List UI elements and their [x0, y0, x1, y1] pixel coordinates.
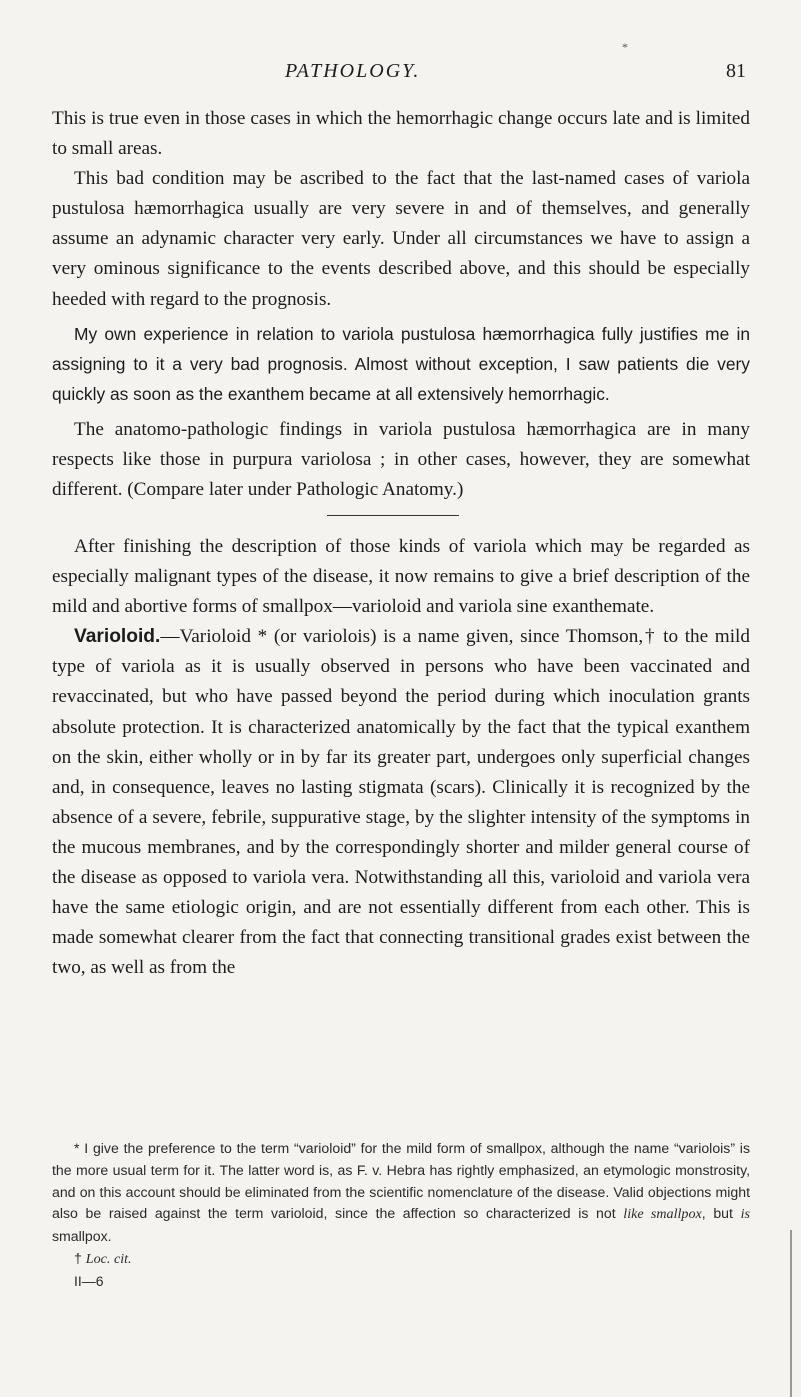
footnote-2-text: Loc. cit.: [85, 1250, 132, 1267]
footnote-1-text-a: * I give the preference to the term “varioloid” for the mild form of smallpox, although the name “variolois” is the more usual term for it. The latter word is, as F. v. Hebra has rightly emphasized, an etymologic monstrosity, and on this account should be eliminated from the scientific nomenclature of the disease. Valid objections might also be raised against the term varioloid, since the affection so characterized is not: [52, 1140, 750, 1222]
footnote-1-emphasis: like smallpox: [623, 1206, 702, 1223]
paragraph-varioloid: [52, 622, 750, 983]
section-heading: Varioloid.: [74, 626, 161, 648]
paragraph-1: This is true even in those cases in which the hemorrhagic change occurs late and is limited to small areas.: [52, 108, 750, 160]
main-text: [52, 104, 750, 983]
footnotes: [52, 1138, 750, 1293]
running-head: PATHOLOGY.: [285, 60, 421, 82]
footnote-1-text-b: , but: [701, 1205, 741, 1222]
paragraph-2: This bad condition may be ascribed to the fact that the last-named cases of variola pustulosa hæmorrhagica usually are very severe in and of themselves, and generally assume an adynamic character very early. Under all circumstances we have to assign a very ominous significance to the events described above, and this should be especially heeded with regard to the prognosis.: [52, 168, 750, 310]
footnote-2-mark: †: [74, 1249, 86, 1266]
signature-mark: II—6: [74, 1272, 104, 1289]
section-divider: [327, 515, 459, 516]
footnote-2: [52, 1248, 750, 1271]
page-header: [0, 60, 801, 88]
footnote-1-text-c: smallpox.: [52, 1228, 112, 1245]
paragraph-3: My own experience in relation to variola pustulosa hæmorrhagica fully justifies me in assigning to it a very bad prognosis. Almost without exception, I saw patients die very quickly as soon as the exanthem became at all extensively hemorrhagic.: [52, 323, 750, 404]
paragraph-6-text: —Varioloid * (or variolois) is a name given, since Thomson,† to the mild type of variola as it is usually observed in persons who have been vaccinated and revaccinated, but who have passed beyond the period during which inoculation grants absolute protection. It is characterized anatomically by the fact that the typical exanthem on the skin, either wholly or in by far its greater part, undergoes only superficial changes and, in consequence, leaves no lasting stigmata (scars). Clinically it is recognized by the absence of a severe, febrile, suppurative stage, by the slighter intensity of the symptoms in the mucous membranes, and by the correspondingly shorter and milder general course of the disease as opposed to variola vera. Notwithstanding all this, varioloid and variola vera have the same etiologic origin, and are not essentially different from each other. This is made somewhat clearer from the fact that connecting transitional grades exist between the two, as well as from the: [52, 626, 750, 979]
page-number: 81: [726, 60, 746, 82]
paragraph-4: The anatomo-pathologic findings in variola pustulosa hæmorrhagica are in many respects like those in purpura variolosa ; in other cases, however, they are somewhat different. (Compare later under Pathologic Anatomy.): [52, 418, 750, 500]
margin-mark: *: [622, 40, 628, 54]
footnote-1: [52, 1138, 750, 1248]
paragraph-5: After finishing the description of those kinds of variola which may be regarded as especially malignant types of the disease, it now remains to give a brief description of the mild and abortive forms of smallpox—varioloid and variola sine exanthemate.: [52, 535, 750, 618]
footnote-1-emphasis-2: is: [740, 1206, 750, 1223]
page-edge-line: [790, 1230, 792, 1397]
